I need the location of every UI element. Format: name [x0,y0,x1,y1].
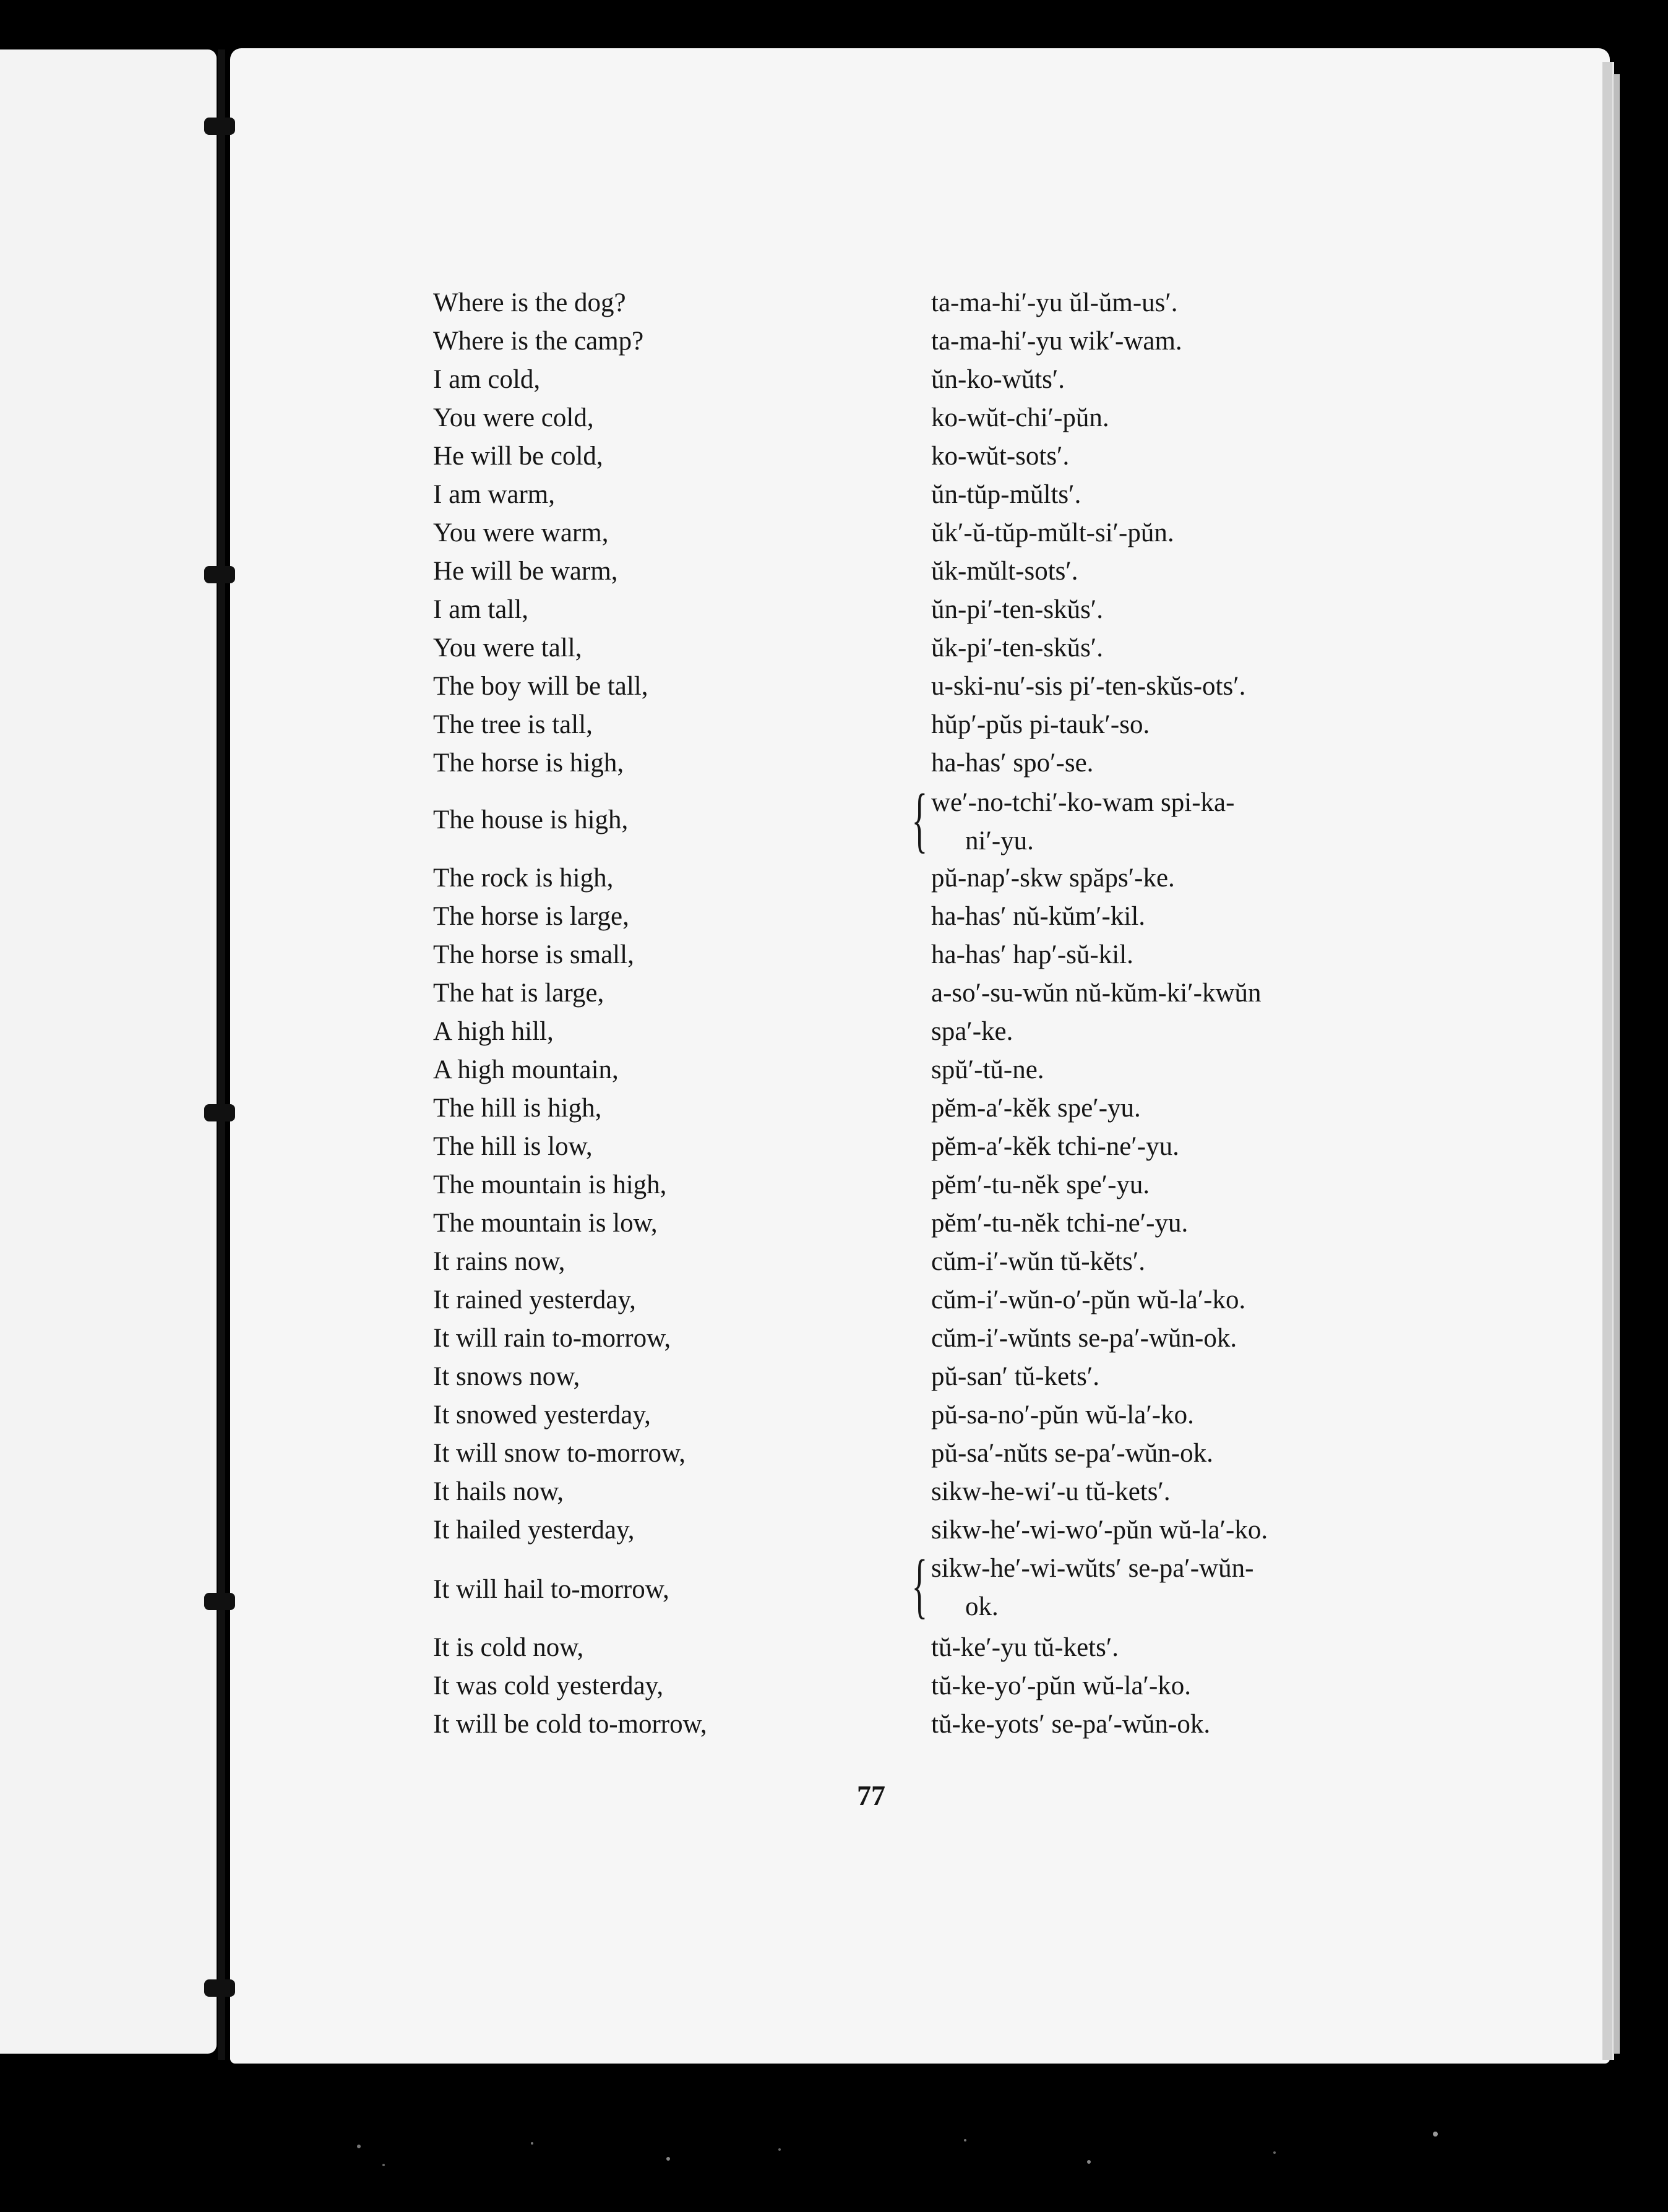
english-phrase: It will rain to-morrow, [433,1324,671,1353]
vocab-row [0,515,1668,552]
vocab-row [0,323,1668,360]
english-phrase: A high mountain, [433,1055,619,1084]
vocab-row [0,1668,1668,1705]
english-phrase: The hill is low, [433,1132,593,1161]
klamath-phrase: cŭm-i′-wŭn-o′-pŭn wŭ-la′-ko. [931,1285,1246,1314]
english-phrase: You were tall, [433,633,582,662]
klamath-phrase: pĕm-a′-kĕk tchi-ne′-yu. [931,1132,1179,1161]
vocab-row [0,1320,1668,1357]
english-phrase: The horse is high, [433,748,624,778]
klamath-phrase: ta-ma-hi′-yu wik′-wam. [931,327,1182,356]
english-phrase: It snows now, [433,1362,580,1391]
vocab-row [0,1052,1668,1089]
vocab-row [0,745,1668,782]
vocab-row [0,1205,1668,1242]
vocab-row [0,706,1668,744]
english-phrase: It hailed yesterday, [433,1515,635,1545]
klamath-phrase: ŭn-ko-wŭts′. [931,365,1065,394]
vocab-row [0,860,1668,897]
english-phrase: The tree is tall, [433,710,593,739]
english-phrase: The horse is small, [433,940,634,969]
english-phrase: It will snow to-morrow, [433,1439,686,1468]
vocab-row [0,668,1668,705]
english-phrase: It will be cold to-morrow, [433,1710,707,1739]
vocab-row [0,1128,1668,1165]
klamath-phrase: pŭ-sa-no′-pŭn wŭ-la′-ko. [931,1400,1194,1430]
vocab-row [0,1706,1668,1743]
vocab-row [0,937,1668,974]
english-phrase: He will be cold, [433,442,603,471]
page-number: 77 [857,1780,885,1811]
vocab-row [0,1571,1668,1608]
english-phrase: It rains now, [433,1247,565,1276]
vocab-row [0,1397,1668,1434]
vocab-row [0,898,1668,935]
vocab-row [0,400,1668,437]
klamath-phrase: pĕm-a′-kĕk spe′-yu. [931,1094,1141,1123]
klamath-phrase: hŭp′-pŭs pi-tauk′-so. [931,710,1150,739]
english-phrase: It will hail to-morrow, [433,1575,669,1604]
vocab-row [0,285,1668,322]
vocab-row [0,975,1668,1012]
english-phrase: I am cold, [433,365,541,394]
vocab-row [0,1435,1668,1472]
klamath-phrase: we′-no-tchi′-ko-wam spi-ka- [931,788,1235,817]
klamath-phrase: sikw-he-wi′-u tŭ-kets′. [931,1477,1171,1506]
vocab-row [0,1473,1668,1511]
klamath-phrase: pĕm′-tu-nĕk tchi-ne′-yu. [931,1209,1189,1238]
klamath-phrase: ŭk′-ŭ-tŭp-mŭlt-si′-pŭn. [931,518,1174,547]
vocab-row [0,438,1668,475]
klamath-phrase: tŭ-ke′-yu tŭ-kets′. [931,1633,1119,1662]
klamath-phrase: spŭ′-tŭ-ne. [931,1055,1044,1084]
english-phrase: It was cold yesterday, [433,1671,664,1700]
vocab-row [0,1282,1668,1319]
klamath-phrase: ŭk-pi′-ten-skŭs′. [931,633,1103,662]
english-phrase: Where is the camp? [433,327,644,356]
klamath-phrase: u-ski-nu′-sis pi′-ten-skŭs-ots′. [931,672,1246,701]
brace: { [911,1545,928,1626]
klamath-phrase: ko-wŭt-chi′-pŭn. [931,403,1109,432]
klamath-phrase: ŭn-tŭp-mŭlts′. [931,480,1081,509]
vocab-row [0,361,1668,398]
english-phrase: The hat is large, [433,979,604,1008]
english-phrase: The mountain is low, [433,1209,658,1238]
english-phrase: I am warm, [433,480,556,509]
english-phrase: It snowed yesterday, [433,1400,651,1430]
klamath-phrase: pŭ-sa′-nŭts se-pa′-wŭn-ok. [931,1439,1213,1468]
english-phrase: The rock is high, [433,864,614,893]
vocab-row [0,1243,1668,1280]
english-phrase: It hails now, [433,1477,564,1506]
vocab-row [0,1013,1668,1050]
klamath-phrase-continued: ni′-yu. [965,826,1034,855]
vocab-row [0,591,1668,628]
english-phrase: It rained yesterday, [433,1285,636,1314]
english-phrase: It is cold now, [433,1633,584,1662]
english-phrase: Where is the dog? [433,288,626,317]
klamath-phrase: tŭ-ke-yo′-pŭn wŭ-la′-ko. [931,1671,1192,1700]
klamath-phrase: ha-has′ spo′-se. [931,748,1094,778]
english-phrase: You were warm, [433,518,609,547]
klamath-phrase: cŭm-i′-wŭn tŭ-kĕts′. [931,1247,1146,1276]
klamath-phrase: ko-wŭt-sots′. [931,442,1070,471]
vocab-row [0,1629,1668,1666]
klamath-phrase: pŭ-san′ tŭ-kets′. [931,1362,1099,1391]
english-phrase: The boy will be tall, [433,672,648,701]
vocab-row [0,1358,1668,1395]
english-phrase: I am tall, [433,595,529,624]
vocab-row [0,630,1668,667]
klamath-phrase: ha-has′ nŭ-kŭm′-kil. [931,902,1146,931]
vocab-row [0,476,1668,513]
english-phrase: The mountain is high, [433,1170,667,1199]
klamath-phrase: spa′-ke. [931,1017,1013,1046]
english-phrase: The house is high, [433,805,629,834]
scan-specks [346,2122,1460,2177]
klamath-phrase: ta-ma-hi′-yu ŭl-ŭm-us′. [931,288,1178,317]
english-phrase: The horse is large, [433,902,629,931]
klamath-phrase: cŭm-i′-wŭnts se-pa′-wŭn-ok. [931,1324,1237,1353]
klamath-phrase: tŭ-ke-yots′ se-pa′-wŭn-ok. [931,1710,1211,1739]
klamath-phrase: ŭn-pi′-ten-skŭs′. [931,595,1103,624]
vocab-row [0,1090,1668,1127]
vocab-row [0,1167,1668,1204]
vocab-row [0,1512,1668,1549]
english-phrase: The hill is high, [433,1094,602,1123]
brace: { [911,779,928,860]
klamath-phrase: sikw-he′-wi-wŭts′ se-pa′-wŭn- [931,1554,1254,1583]
english-phrase: You were cold, [433,403,594,432]
vocab-row [0,553,1668,590]
klamath-phrase: ha-has′ hap′-sŭ-kil. [931,940,1133,969]
klamath-phrase-continued: ok. [965,1592,999,1621]
klamath-phrase: a-so′-su-wŭn nŭ-kŭm-ki′-kwŭn [931,979,1262,1008]
english-phrase: A high hill, [433,1017,554,1046]
klamath-phrase: ŭk-mŭlt-sots′. [931,557,1078,586]
vocab-row [0,802,1668,839]
klamath-phrase: pŭ-nap′-skw spăps′-ke. [931,864,1175,893]
klamath-phrase: sikw-he′-wi-wo′-pŭn wŭ-la′-ko. [931,1515,1268,1545]
english-phrase: He will be warm, [433,557,618,586]
klamath-phrase: pĕm′-tu-nĕk spe′-yu. [931,1170,1150,1199]
